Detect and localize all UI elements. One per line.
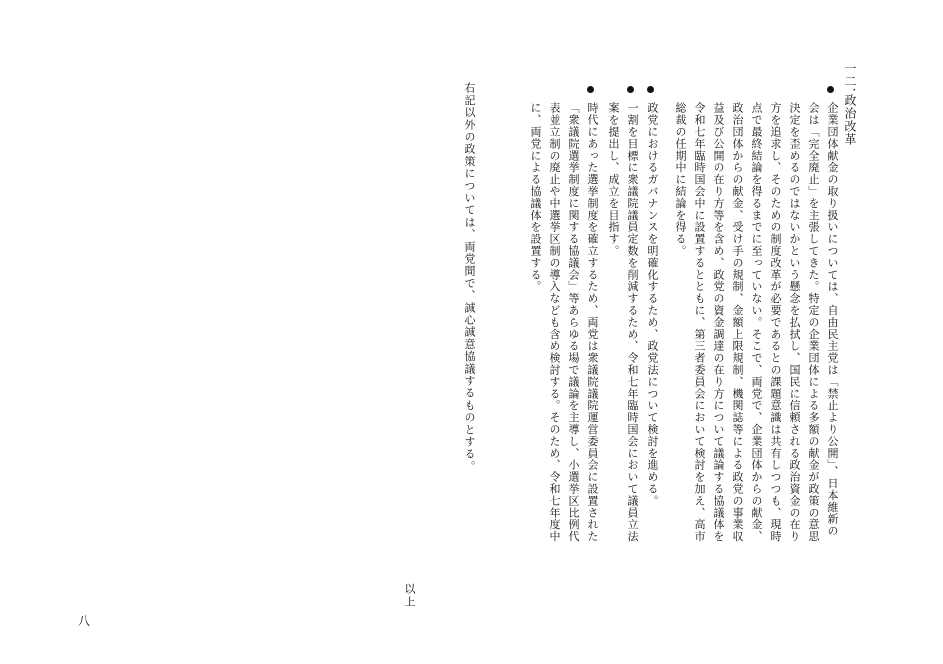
item-1-line-6: 政治団体からの献金、受け手の規制、金額上限規制、機関誌等による政党の事業収: [731, 102, 744, 543]
item-1-line-8: 令和七年臨時国会中に設置するとともに、第三者委員会において検討を加え、高市: [693, 102, 706, 543]
bullet-3: [627, 86, 634, 93]
bullet-1: [827, 86, 834, 93]
item-2-line-1: 政党におけるガバナンスを明確化するため、政党法について検討を進める。: [646, 102, 659, 507]
item-4-line-1: 時代にあった選挙制度を確立するため、両党は衆議院議院運営委員会に設置された: [586, 102, 599, 543]
item-1-line-1: 企業団体献金の取り扱いについては、自由民主党は「禁止より公開」、日本維新の: [826, 102, 839, 537]
item-1-line-3: 決定を歪めるのではないかという懸念を払拭し、国民に信頼される政治資金の在り: [788, 102, 801, 543]
item-4-line-3: 表並立制の廃止や中選挙区制の導入なども含め検討する。そのため、令和七年度中: [548, 102, 561, 543]
bullet-2: [647, 86, 654, 93]
end-mark: 以上: [403, 583, 416, 609]
item-1-line-2: 会は「完全廃止」を主張してきた。特定の企業団体による多額の献金が政策の意思: [807, 102, 820, 543]
item-1-line-5: 点で最終結論を得るまでに至っていない。そこで、両党で、企業団体からの献金、: [750, 102, 763, 543]
item-1-line-7: 益及び公開の在り方等を含め、政党の資金調達の在り方について議論する協議体を: [712, 102, 725, 543]
item-3-line-2: 案を提出し、成立を目指す。: [607, 102, 620, 257]
section-title: 政治改革: [843, 94, 857, 146]
bullet-4: [587, 86, 594, 93]
item-1-line-4: 方を追求し、そのための制度改革が必要であるとの課題意識は共有しつつも、現時: [769, 102, 782, 543]
item-4-line-4: に、両党による協議体を設置する。: [529, 102, 542, 293]
item-1-line-9: 総裁の任期中に結論を得る。: [674, 102, 687, 257]
page-number: 八: [78, 614, 91, 628]
item-4-line-2: 「衆議院選挙制度に関する協議会」等あらゆる場で議論を主導し、小選挙区比例代: [567, 102, 580, 543]
section-number: 一二．: [843, 62, 857, 101]
item-3-line-1: 一割を目標に衆議院議員定数を削減するため、令和七年臨時国会において議員立法: [626, 102, 639, 543]
closing-statement: 右記以外の政策については、両党間で、誠心誠意協議するものとする。: [463, 82, 476, 473]
